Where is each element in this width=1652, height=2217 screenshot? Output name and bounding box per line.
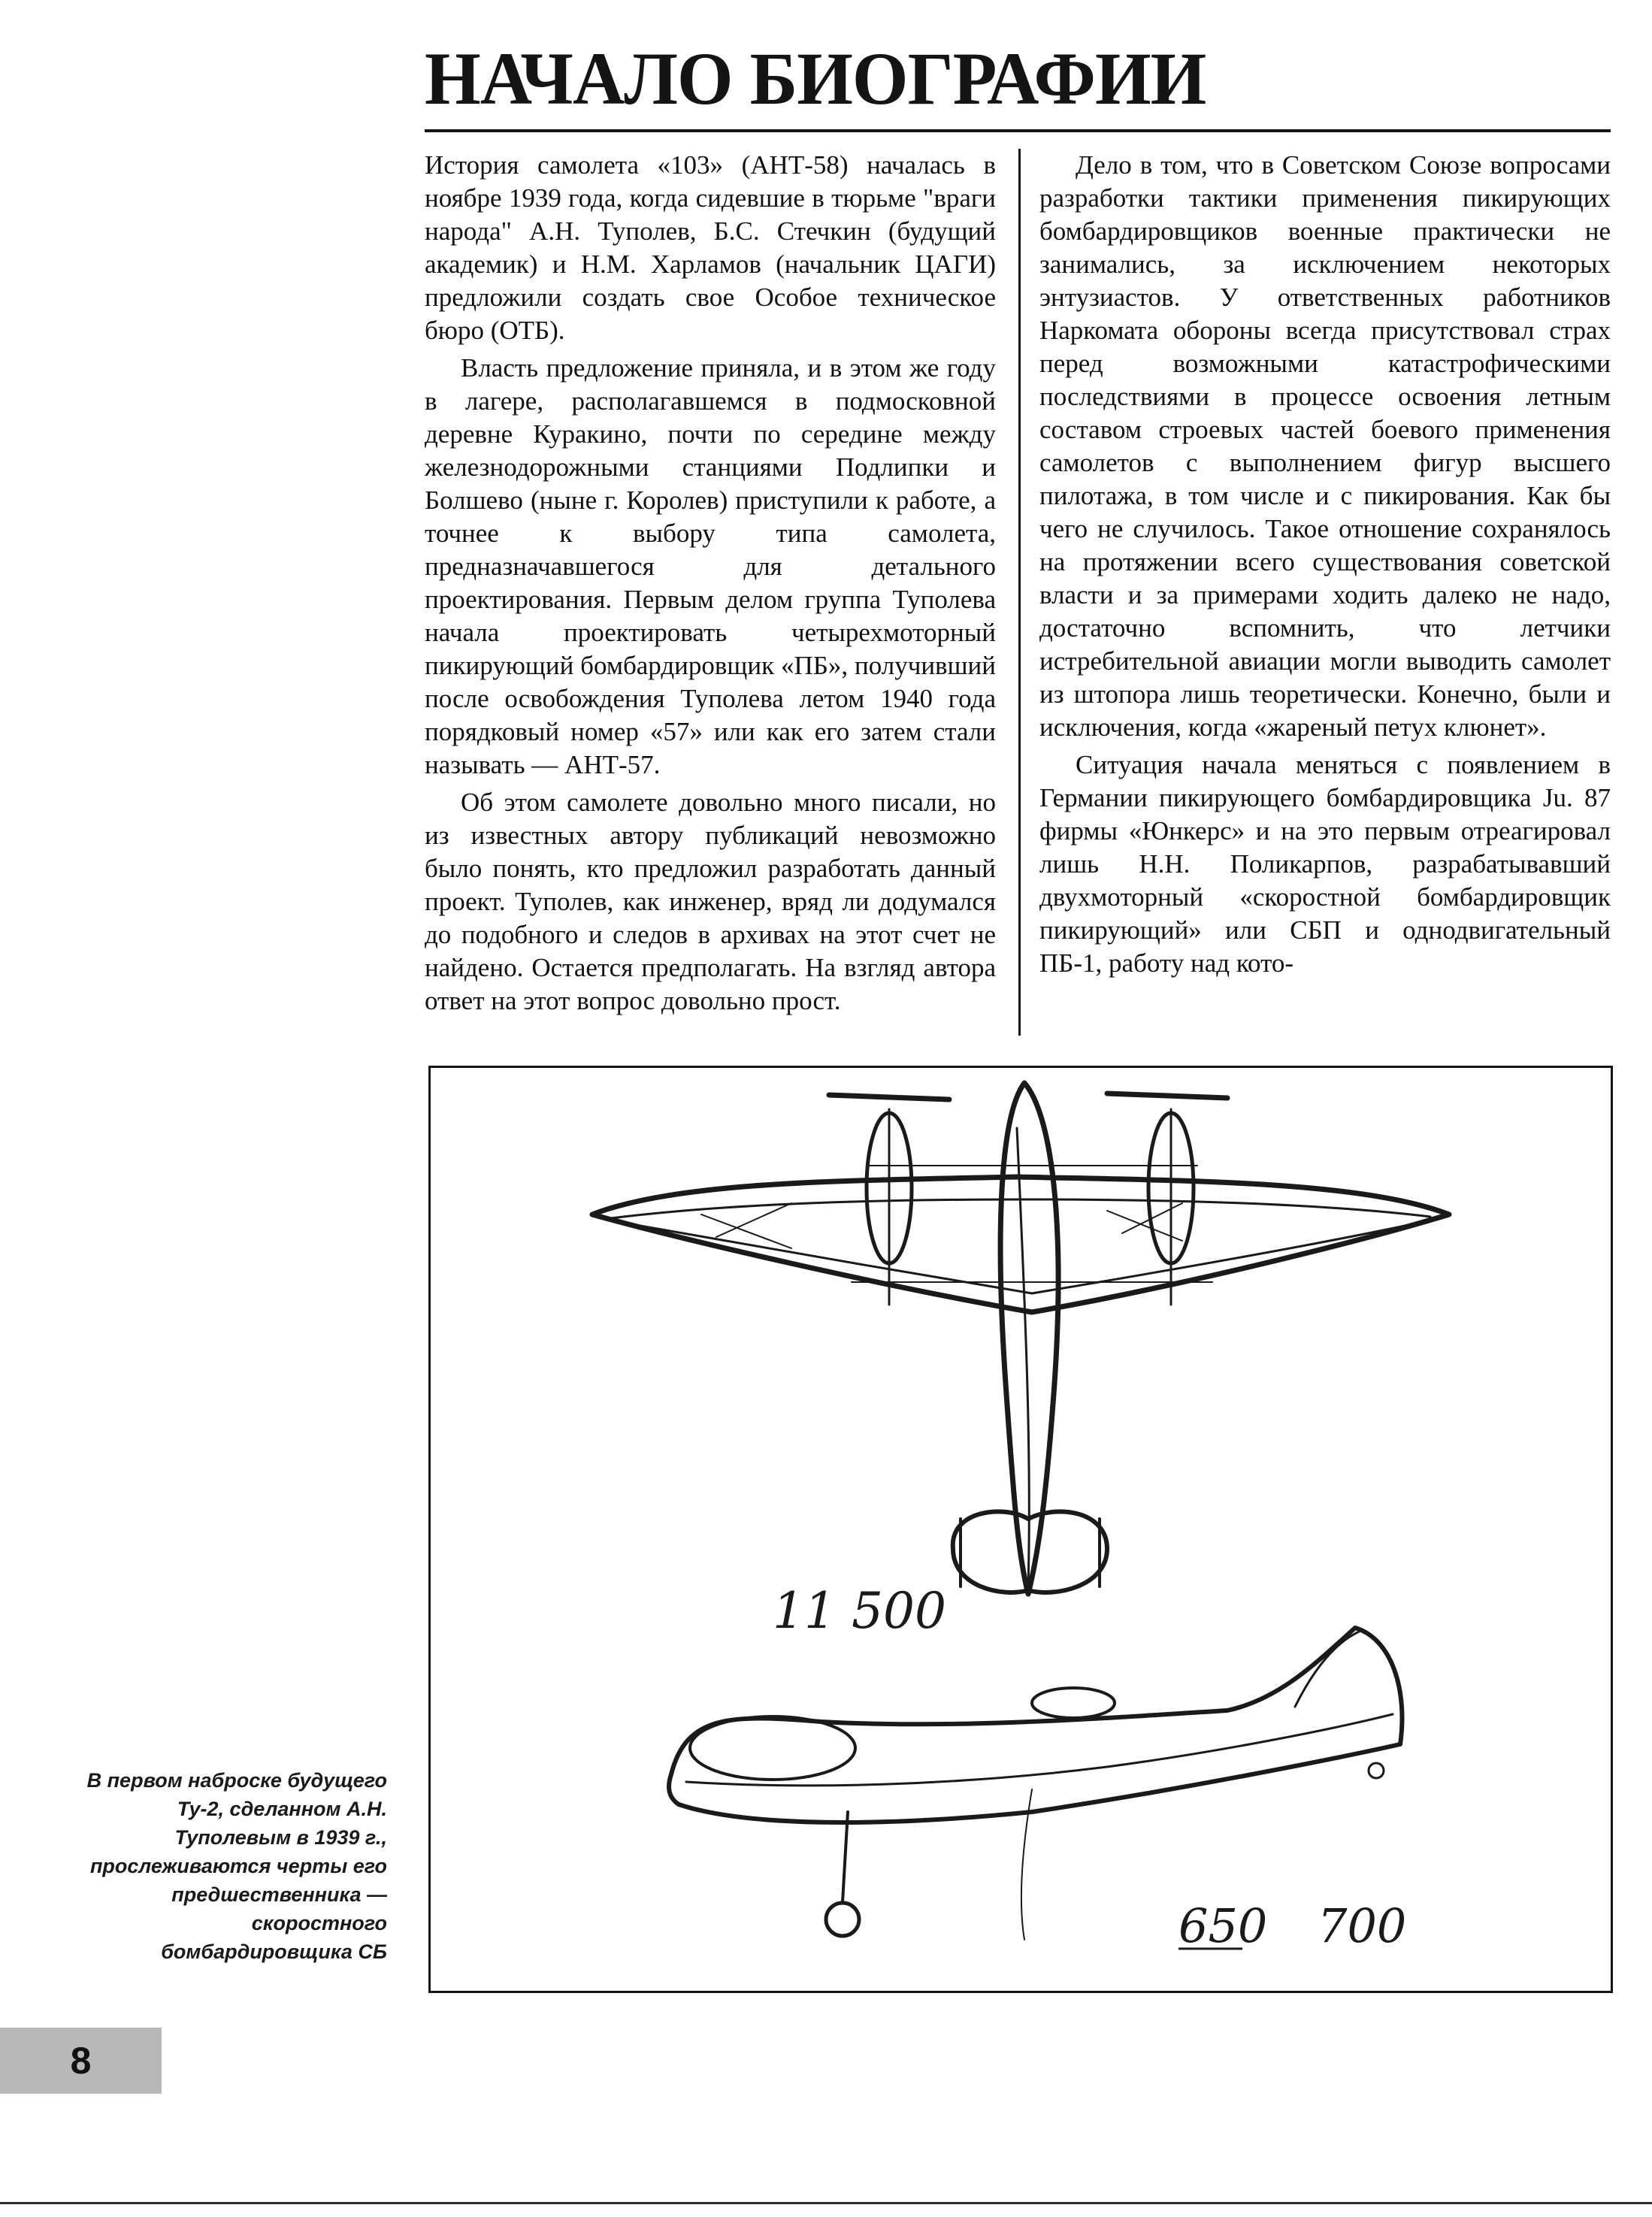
column-divider	[1018, 149, 1021, 1036]
aircraft-sketch-figure	[428, 1066, 1613, 1993]
title-rule	[425, 129, 1611, 132]
right-paragraph-1: Дело в том, что в Советском Союзе вопросами разработки тактики применения пикирующих бомбардировщиков военные практически не занимались, за исключением некоторых энтузиастов. У ответственных работников Наркомата обороны всегда присутствовал страх перед возможными катастрофическими последствиями в процессе освоения летным составом строевых частей боевого применения самолетов с выполнением фигур высшего пилотажа, в том числе и с пикирования. Как бы чего не случилось. Такое отношение сохранялось на протяжении всего существования советской власти и за примерами ходить далеко не надо, достаточно вспомнить, что летчики истребительной авиации могли выводить самолет из штопора лишь теоретически. Конечно, были и исключения, когда «жареный петух клюнет».	[1039, 150, 1611, 742]
cockpit-canopy	[690, 1716, 855, 1780]
page-number: 8	[0, 2028, 162, 2094]
right-column	[1039, 149, 1611, 980]
left-paragraph-1: История самолета «103» (АНТ-58) началась в ноябре 1939 года, когда сидевшие в тюрьме "враги народа" А.Н. Туполев, Б.С. Стечкин (будущий академик) и Н.М. Харламов (начальник ЦАГИ) предложили создать свое Особое техническое бюро (ОТБ).	[425, 150, 996, 345]
landing-gear-strut	[843, 1812, 848, 1902]
page-title: НАЧАЛО БИОГРАФИИ	[425, 37, 1206, 120]
left-paragraph-2: Власть предложение приняла, и в этом же году в лагере, располагавшемся в подмосковной деревне Куракино, почти по середине между железнодорожными станциями Подлипки и Болшево (ныне г. Королев) приступили к работе, а точнее к выбору типа самолета, предназначавшегося для детального проектирования. Первым делом группа Туполева начала проектировать четырехмоторный пикирующий бомбардировщик «ПБ», получивший после освобождения Туполева летом 1940 года порядковый номер «57» или как его затем стали называть — АНТ-57.	[425, 353, 996, 779]
figure-caption: В первом наброске будущего Ту-2, сделанном А.Н. Туполевым в 1939 г., прослеживаются черты его предшественника — скоростного бомбардировщика СБ	[86, 1769, 387, 1963]
aircraft-sketch	[431, 1068, 1611, 1991]
bottom-edge-line	[0, 2202, 1652, 2204]
left-paragraph-3: Об этом самолете довольно много писали, но из известных автору публикаций невозможно было понять, кто предложил разработать данный проект. Туполев, как инженер, вряд ли додумался до подобного и следов в архивах на этот счет не найдено. Остается предполагать. На взгляд автора ответ на этот вопрос довольно прост.	[425, 788, 996, 1015]
propellers	[829, 1093, 1227, 1099]
gunner-canopy	[1032, 1688, 1115, 1718]
fuselage-side-view	[669, 1628, 1402, 1822]
speed-annotation-1: 650	[1178, 1898, 1268, 1953]
landing-gear-wheel	[826, 1903, 859, 1936]
speed-annotation-2: 700	[1318, 1898, 1407, 1953]
span-annotation: 11 500	[773, 1582, 946, 1640]
right-paragraph-2: Ситуация начала меняться с появлением в Германии пикирующего бомбардировщика Ju. 87 фирмы «Юнкерс» и на это первым отреагировал лишь Н.Н. Поликарпов, разрабатывавший двухмоторный «скоростной бомбардировщик пикирующий» или СБП и однодвигательный ПБ-1, работу над кото-	[1039, 750, 1611, 978]
left-column	[425, 149, 996, 1018]
